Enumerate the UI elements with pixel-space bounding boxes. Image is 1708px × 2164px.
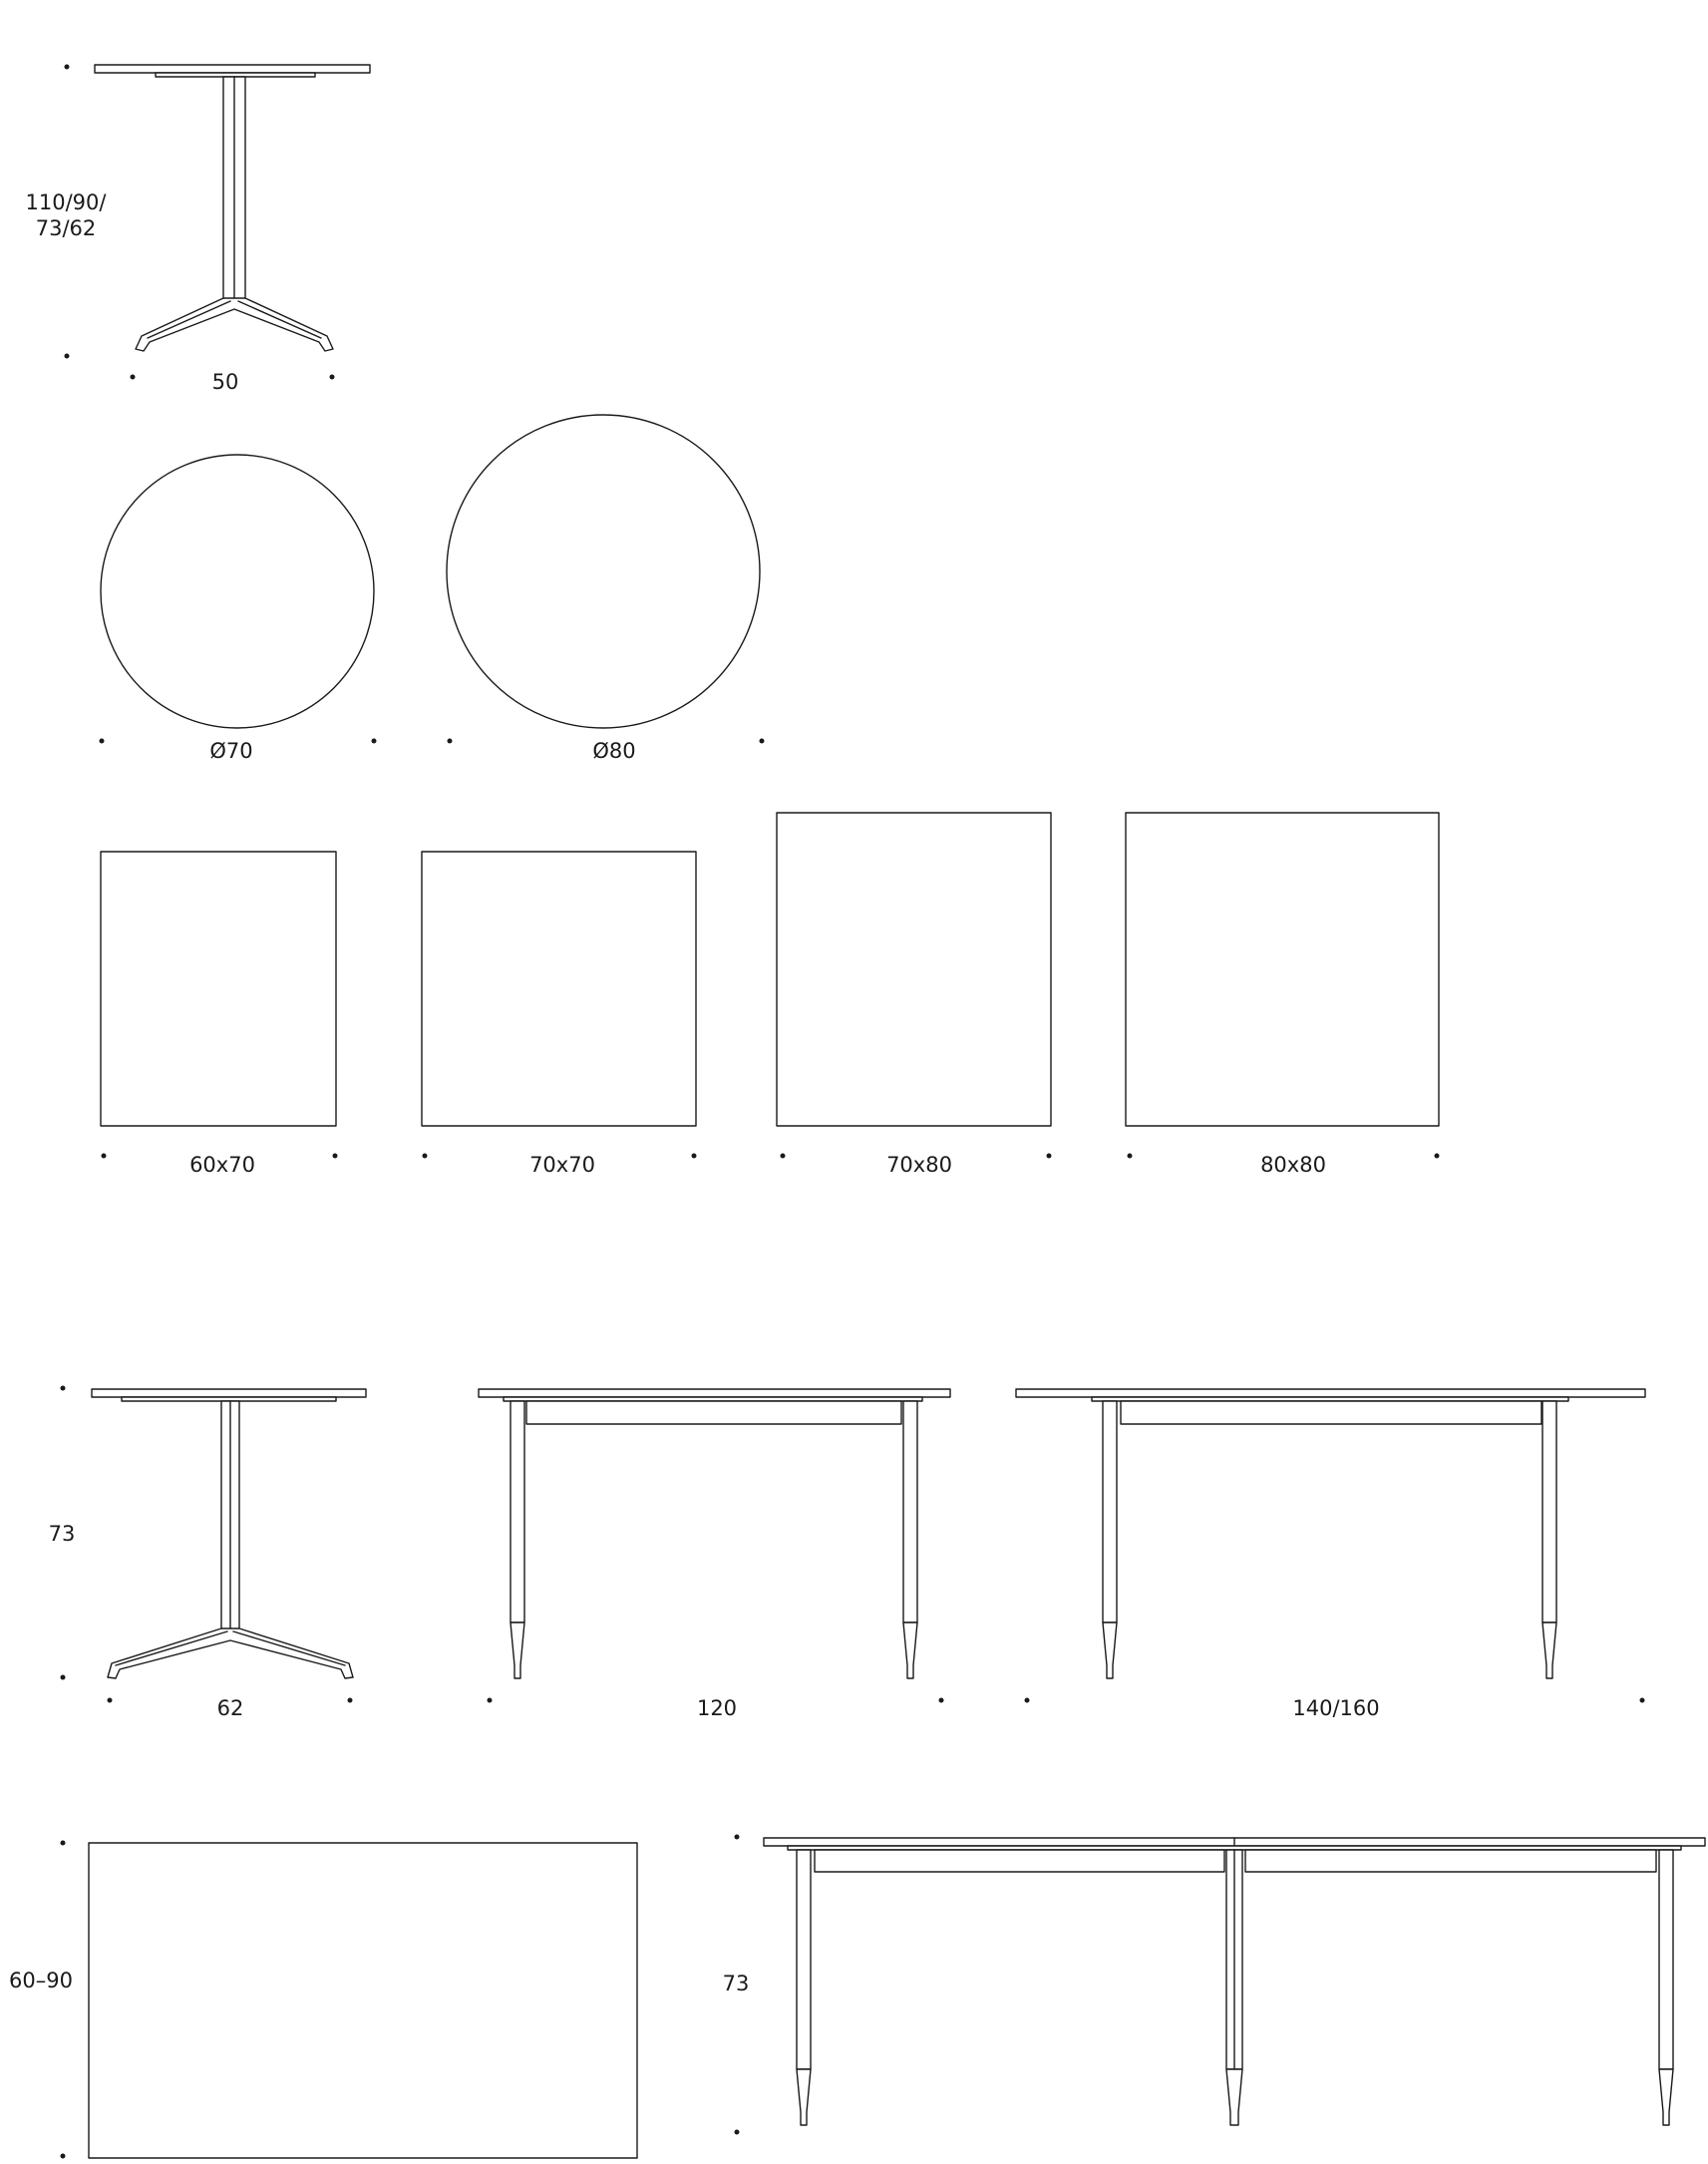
dim-marker [61,2154,66,2159]
round-top-80 [447,415,760,728]
top-60x70-label: 60x70 [189,1153,255,1177]
pedestal-table-side-view [95,65,370,351]
width-label: 50 [211,370,239,394]
dim-marker [348,1698,353,1703]
dim-marker [423,1154,428,1159]
pedestal-table-73-side-view [92,1389,366,1678]
dim-marker [61,1675,66,1680]
dim-marker [108,1698,113,1703]
dim-marker [372,739,377,744]
dim-marker [102,1154,107,1159]
top-60x70 [101,852,336,1126]
dim-marker [333,1154,338,1159]
dim-marker [131,375,136,380]
height-label-line2: 73/62 [35,216,97,240]
dim-marker [65,65,70,70]
top-70x70 [422,852,696,1126]
round-70-label: Ø70 [209,739,253,763]
height-label-line1: 110/90/ [25,190,107,214]
table-240-side-view [764,1838,1705,2125]
dim-marker [61,1386,66,1391]
dim-marker [781,1154,786,1159]
dim-marker [100,739,105,744]
side-62-label: 62 [216,1696,244,1720]
table-140-160-side-view [1016,1389,1645,1678]
rect-top-plan [89,1843,637,2158]
dim-marker [1435,1154,1440,1159]
dim-marker [735,2130,740,2135]
round-top-70 [101,455,374,728]
top-70x70-label: 70x70 [529,1153,595,1177]
dim-marker [61,1841,66,1846]
dim-marker [1640,1698,1645,1703]
round-80-label: Ø80 [592,739,636,763]
side-height-label: 73 [48,1522,76,1546]
top-70x80 [777,813,1051,1126]
dim-marker [488,1698,493,1703]
long-height-label: 73 [722,1972,750,1995]
side-140-160-label: 140/160 [1292,1696,1380,1720]
dim-marker [1025,1698,1030,1703]
table-120-side-view [479,1389,950,1678]
top-80x80-label: 80x80 [1260,1153,1326,1177]
dim-marker [735,1835,740,1840]
top-80x80 [1126,813,1439,1126]
dim-marker [939,1698,944,1703]
dim-marker [65,354,70,359]
side-120-label: 120 [696,1696,738,1720]
dim-marker [1128,1154,1133,1159]
dim-marker [760,739,765,744]
dim-marker [330,375,335,380]
dim-marker [692,1154,697,1159]
rect-depth-label: 60–90 [9,1969,73,1992]
top-70x80-label: 70x80 [886,1153,952,1177]
dim-marker [448,739,453,744]
dim-marker [1047,1154,1052,1159]
